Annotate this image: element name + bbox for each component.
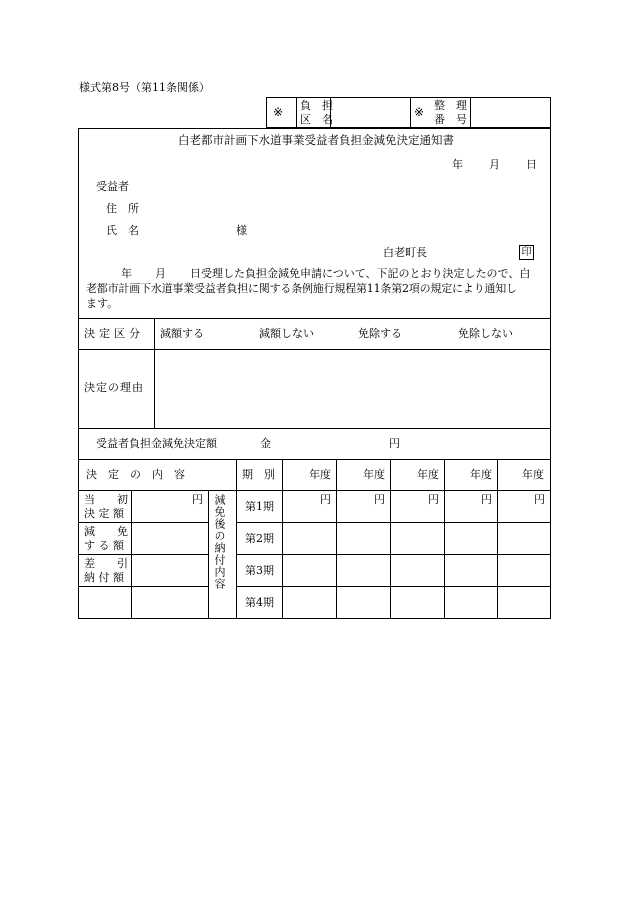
- divider: [78, 522, 208, 523]
- p1-yen-2: 円: [374, 493, 385, 506]
- row-initial-yen: 円: [192, 493, 203, 506]
- divider: [78, 428, 551, 429]
- divider: [444, 459, 445, 619]
- row-initial-line1: 当 初: [84, 493, 128, 506]
- divider: [282, 459, 283, 619]
- burden-label-bottom: 区 名: [300, 113, 333, 126]
- p1-yen-3: 円: [428, 493, 439, 506]
- amount-yen: 円: [389, 437, 400, 450]
- divider: [410, 97, 411, 128]
- amount-kin: 金: [260, 437, 271, 450]
- body-month: 月: [155, 267, 166, 280]
- date-month: 月: [489, 158, 500, 171]
- decision-reason-label: 決定の理由: [84, 381, 144, 394]
- body-text-line2: 老都市計画下水道事業受益者負担に関する条例施行規程第11条第2項の規定により通知し: [86, 282, 517, 295]
- decision-reason-field[interactable]: [155, 350, 550, 427]
- divider: [236, 522, 551, 523]
- period-4: 第4期: [245, 596, 274, 609]
- row-net-line2: 納 付 額: [84, 571, 124, 584]
- document-title: 白老都市計画下水道事業受益者負担金減免決定通知書: [178, 133, 454, 147]
- divider: [236, 586, 551, 587]
- option-exempt[interactable]: 免除する: [358, 327, 402, 340]
- divider: [78, 459, 551, 460]
- decision-category-label: 決定区分: [84, 327, 144, 340]
- row-net-line1: 差 引: [84, 557, 128, 570]
- address-label: 住 所: [106, 202, 139, 215]
- divider: [78, 318, 551, 319]
- period-2: 第2期: [245, 532, 274, 545]
- divider: [236, 459, 237, 619]
- divider: [236, 554, 551, 555]
- amount-label: 受益者負担金減免決定額: [96, 437, 217, 450]
- reference-number-field[interactable]: [471, 98, 550, 127]
- vertical-payment-label: 減免後の納付内容: [213, 494, 226, 590]
- body-year: 年: [121, 267, 132, 280]
- p1-yen-5: 円: [534, 493, 545, 506]
- mark-symbol: ※: [273, 105, 284, 119]
- year-col-2: 年度: [363, 468, 385, 481]
- date-day: 日: [526, 158, 537, 171]
- content-header: 決 定 の 内 容: [86, 468, 185, 481]
- option-no-reduce[interactable]: 減額しない: [259, 327, 314, 340]
- mark-symbol: ※: [414, 105, 425, 119]
- option-reduce[interactable]: 減額する: [160, 327, 204, 340]
- period-3: 第3期: [245, 564, 274, 577]
- divider: [78, 554, 208, 555]
- divider: [78, 490, 551, 491]
- year-col-1: 年度: [309, 468, 331, 481]
- p1-yen-1: 円: [320, 493, 331, 506]
- p1-yen-4: 円: [481, 493, 492, 506]
- row-reduce-line1: 減 免: [84, 525, 128, 538]
- form-number-label: 様式第8号（第11条関係）: [79, 81, 210, 94]
- divider: [131, 490, 132, 619]
- year-col-4: 年度: [470, 468, 492, 481]
- seiri-label-top: 整 理: [434, 99, 467, 112]
- divider: [296, 97, 297, 128]
- year-col-5: 年度: [522, 468, 544, 481]
- divider: [336, 459, 337, 619]
- row-initial-line2: 決 定 額: [84, 507, 124, 520]
- divider: [497, 459, 498, 619]
- beneficiary-label: 受益者: [96, 180, 129, 193]
- body-text-line1: 日受理した負担金減免申請について、下記のとおり決定したので、白: [190, 267, 531, 280]
- burden-district-field[interactable]: [331, 98, 409, 127]
- name-label: 氏 名: [106, 224, 139, 237]
- honorific-sama: 様: [236, 224, 247, 237]
- divider: [390, 459, 391, 619]
- burden-label-top: 負 担: [300, 99, 333, 112]
- mayor-title: 白老町長: [383, 246, 427, 259]
- period-header: 期 別: [242, 468, 275, 481]
- year-col-3: 年度: [417, 468, 439, 481]
- row-reduce-line2: す る 額: [84, 539, 124, 552]
- period-1: 第1期: [245, 500, 274, 513]
- option-no-exempt[interactable]: 免除しない: [458, 327, 513, 340]
- divider: [78, 586, 208, 587]
- divider: [208, 490, 209, 619]
- seal-mark: 印: [519, 245, 534, 260]
- seiri-label-bottom: 番 号: [434, 113, 467, 126]
- body-text-line3: ます。: [86, 297, 119, 310]
- date-year: 年: [452, 158, 463, 171]
